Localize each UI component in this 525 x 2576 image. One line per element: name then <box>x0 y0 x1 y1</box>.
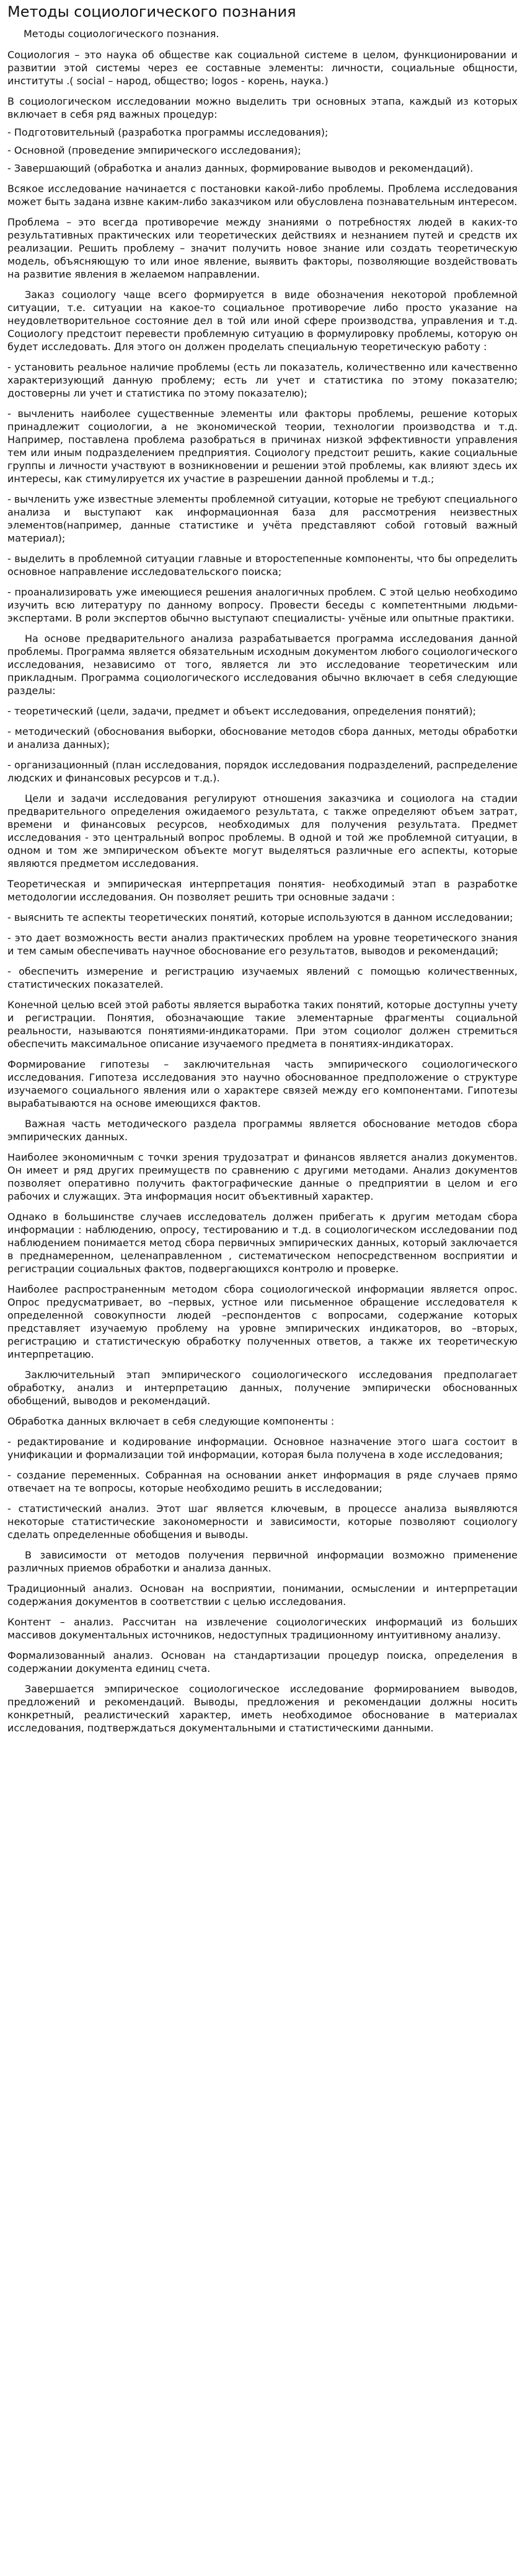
list-item-stage-final: - Завершающий (обработка и анализ данных, формирование выводов и рекомендаций). <box>7 162 474 174</box>
list-item-analyze-solutions: - проанализировать уже имеющиеся решения аналогичных проблем. С этой целью необходимо изучить всю литературу по данному вопросу. Провести беседы с компетентными людьми- экспертами. В роли экспертов обычно выступают специалисты- учёные или опытные практики. <box>7 586 518 624</box>
list-item-known-elements: - вычленить уже известные элементы проблемной ситуации, которые не требуют специального анализа и выступают как информационная база для рассмотрения неизвестных элементов(например, данные статистике и учёта представляют собой готовый важный материал); <box>7 493 518 544</box>
page-title: Методы социологического познания <box>7 3 296 20</box>
list-item-measurement: - обеспечить измерение и регистрацию изучаемых явлений с помощью количественных, статистических показателей. <box>7 965 518 990</box>
paragraph-content-analysis: Контент – анализ. Рассчитан на извлечение социологических информаций из больших массивов документальных источников, недоступных традиционному интуитивному анализу. <box>7 1616 518 1641</box>
list-item-variables: - создание переменных. Собранная на основании анкет информация в ряде случаев прямо отвечает на те вопросы, которые необходимо решить в исследовании; <box>7 1469 518 1494</box>
paragraph-processing-intro: Обработка данных включает в себя следующие компоненты : <box>7 1415 335 1427</box>
paragraph-problem-definition: Проблема – это всегда противоречие между знаниями о потребностях людей в каких-то результативных практических или теоретических действиях и незнанием путей и средств их реализации. Решить проблему – значит получить новое знание или создать теоретическую модель, объясняющую то или иное явление, выявить факторы, позволяющие воздействовать на развитие явления в желаемом направлении. <box>7 216 518 280</box>
list-item-analysis-level: - это дает возможность вести анализ практических проблем на уровне теоретического знания и тем самым обеспечивать научное обоснование его результатов, выводов и рекомендаций; <box>7 932 518 957</box>
list-item-stage-preparatory: - Подготовительный (разработка программы исследования); <box>7 126 329 138</box>
paragraph-stages-intro: В социологическом исследовании можно выделить три основных этапа, каждый из которых включает в себя ряд важных процедур: <box>7 95 518 120</box>
article-subtitle: Методы социологического познания. <box>24 28 219 40</box>
paragraph-survey: Наиболее распространенным методом сбора социологической информации является опрос. Опрос предусматривает, во –первых, устное или письменное обращение исследователя к определенной совокупности людей –респондентов с вопросами, содержание которых представляет изучаемую проблему на уровне эмпирических индикаторов, во –вторых, регистрацию и статистическую обработку полученных ответов, а также их теоретическую интерпретацию. <box>7 1283 518 1360</box>
paragraph-interpretation: Теоретическая и эмпирическая интерпретация понятия- необходимый этап в разработке методологии исследования. Он позволяет решить три основные задачи : <box>7 878 518 903</box>
paragraph-goals-tasks: Цели и задачи исследования регулируют отношения заказчика и социолога на стадии предварительного определения ожидаемого результата, с также определяют объем затрат, времени и финансовых ресурсов, необходимых для получения результата. Предмет исследования - это центральный вопрос проблемы. В одной и той же проблемной ситуации, в одном и том же эмпирическом объекте могут выделяться различные его аспекты, которые являются предметом исследования. <box>7 793 518 869</box>
list-item-isolate-factors: - вычленить наиболее существенные элементы или факторы проблемы, решение которых принадлежит социологии, а не экономической теории, технологии производства и т.д. Например, поставлена проблема разобраться в причинах низкой эффективности управления тем или иным подразделением предприятия. Социологу предстоит решить, какие социальные группы и личности участвуют в возникновении и решении этой проблемы, как влияют здесь их интересы, как стимулируется их участие в разрешении данной проблемы и т.д.; <box>7 408 518 485</box>
paragraph-hypothesis: Формирование гипотезы – заключительная часть эмпирического социологического исследования. Гипотеза исследования это научно обоснованное предположение о структуре изучаемого социального явления или о характере связей между его компонентами. Гипотезы вырабатываются на основе имеющихся фактов. <box>7 1058 518 1109</box>
paragraph-program: На основе предварительного анализа разрабатывается программа исследования данной проблемы. Программа является обязательным исходным документом любого социологического исследования, независимо от того, является ли это исследование теоретическим или прикладным. Программа социологического исследования обычно включает в себя следующие разделы: <box>7 633 518 697</box>
paragraph-traditional-analysis: Традиционный анализ. Основан на восприятии, понимании, осмыслении и интерпретации содержания документов в соответствии с целью исследования. <box>7 1583 518 1607</box>
list-item-main-components: - выделить в проблемной ситуации главные и второстепенные компоненты, что бы определить основное направление исследовательского поиска; <box>7 553 518 578</box>
paragraph-conclusions: Завершается эмпирическое социологическое исследование формированием выводов, предложений и рекомендаций. Выводы, предложения и рекомендации должны носить конкретный, реалистический характер, иметь необходимое обоснование в материалах исследования, подтверждаться документальными и статистическими данными. <box>7 1683 518 1734</box>
paragraph-observation: Однако в большинстве случаев исследователь должен прибегать к другим методам сбора информации : наблюдению, опросу, тестированию и т.д. в социологическом исследовании под наблюдением понимается метод сбора первичных эмпирических данных, который заключается в преднамеренном, целенаправленном , систематическом непосредственном восприятии и регистрации социальных фактов, подвергающихся контролю и проверке. <box>7 1211 518 1275</box>
paragraph-document-analysis: Наиболее экономичным с точки зрения трудозатрат и финансов является анализ документов. Он имеет и ряд других преимуществ по сравнению с другими методами. Анализ документов позволяет оперативно получить фактографические данные о предприятии в целом и его рабочих и служащих. Эта информация носит объективный характер. <box>7 1151 518 1202</box>
list-item-editing-coding: - редактирование и кодирование информации. Основное назначение этого шага состоит в унификации и формализации той информации, которая была получена в ходе исследования; <box>7 1436 518 1461</box>
paragraph-processing-methods: В зависимости от методов получения первичной информации возможно применение различных приемов обработки и анализа данных. <box>7 1549 518 1574</box>
paragraph-final-stage: Заключительный этап эмпирического социологического исследования предполагает обработку, анализ и интерпретацию данных, получение эмпирически обоснованных обобщений, выводов и рекомендаций. <box>7 1369 518 1407</box>
list-item-establish-problem: - установить реальное наличие проблемы (есть ли показатель, количественно или качественно характеризующий данную проблему; есть ли учет и статистика по этому показателю; достоверны ли учет и статистика по этому показателю); <box>7 361 518 399</box>
paragraph-problem-start: Всякое исследование начинается с постановки какой-либо проблемы. Проблема исследования может быть задана извне каким-либо заказчиком или обусловлена познавательным интересом. <box>7 183 518 208</box>
list-item-clarify-aspects: - выяснить те аспекты теоретических понятий, которые используются в данном исследовании; <box>7 912 513 923</box>
paragraph-data-methods: Важная часть методического раздела программы является обоснование методов сбора эмпирических данных. <box>7 1118 518 1143</box>
paragraph-formalized-analysis: Формализованный анализ. Основан на стандартизации процедур поиска, определения в содержании документа единиц счета. <box>7 1650 518 1674</box>
paragraph-order: Заказ социологу чаще всего формируется в виде обозначения некоторой проблемной ситуации, т.е. ситуации на какое-то социальное противоречие либо просто указание на неудовлетворительное состояние дел в той или иной сфере производства, управления и т.д. Социологу предстоит перевести проблемную ситуацию в формулировку проблемы, которую он будет исследовать. Для этого он должен проделать специальную теоретическую работу : <box>7 289 518 353</box>
paragraph-indicators: Конечной целью всей этой работы является выработка таких понятий, которые доступны учету и регистрации. Понятия, обозначающие такие элементарные фрагменты социальной реальности, называются понятиями-индикаторами. При этом социолог должен стремиться обеспечить максимальное описание изучаемого предмета в понятиях-индикаторах. <box>7 999 518 1050</box>
list-item-organizational-section: - организационный (план исследования, порядок исследования подразделений, распределение людских и финансовых ресурсов и т.д.). <box>7 759 518 784</box>
list-item-theoretical-section: - теоретический (цели, задачи, предмет и объект исследования, определения понятий); <box>7 705 477 717</box>
list-item-methodical-section: - методический (обоснования выборки, обоснование методов сбора данных, методы обработки и анализа данных); <box>7 726 518 750</box>
paragraph-definition: Социология – это наука об обществе как социальной системе в целом, функционировании и развитии этой системы через ее составные элементы: личности, социальные общности, институты .( social – народ, общество; logos - корень, наука.) <box>7 49 518 87</box>
list-item-stage-main: - Основной (проведение эмпирического исследования); <box>7 144 301 156</box>
list-item-statistical-analysis: - статистический анализ. Этот шаг является ключевым, в процессе анализа выявляются некоторые статистические закономерности и зависимости, которые позволяют социологу сделать определенные обобщения и выводы. <box>7 1503 518 1541</box>
